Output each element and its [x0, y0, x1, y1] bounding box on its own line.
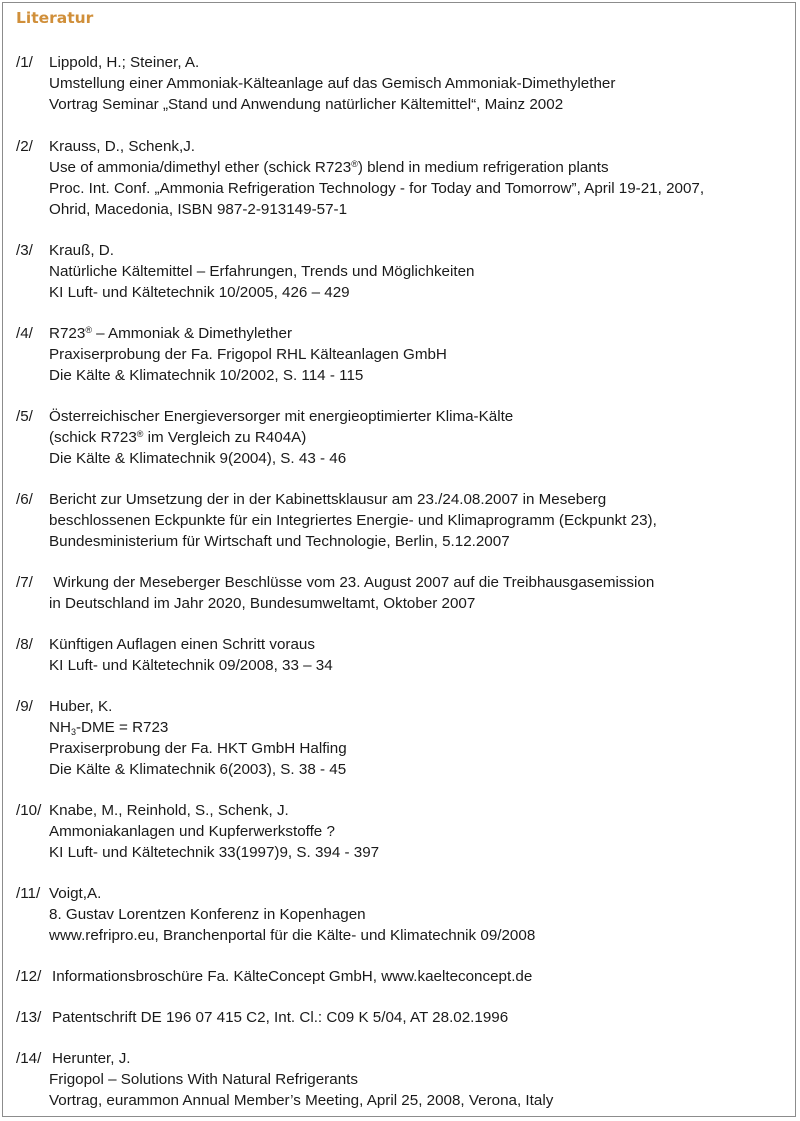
reference-line: Ohrid, Macedonia, ISBN 987-2-913149-57-1 — [49, 201, 348, 218]
reference-line: Ammoniakanlagen und Kupferwerkstoffe ? — [49, 823, 335, 840]
reference-item — [16, 800, 791, 863]
reference-item — [16, 1007, 791, 1028]
reference-line: Die Kälte & Klimatechnik 9(2004), S. 43 - 46 — [49, 450, 347, 467]
reference-line: Huber, K. — [49, 698, 113, 715]
reference-number: /11/ — [16, 885, 41, 902]
reference-line: Praxiserprobung der Fa. HKT GmbH Halfing — [49, 740, 347, 757]
reference-item — [16, 1048, 791, 1111]
reference-line: Umstellung einer Ammoniak-Kälteanlage auf das Gemisch Ammoniak-Dimethylether — [49, 75, 616, 92]
reference-number: /7/ — [16, 574, 33, 591]
reference-number: /1/ — [16, 54, 33, 71]
reference-number: /12/ — [16, 968, 42, 985]
reference-line: Vortrag, eurammon Annual Member’s Meeting, April 25, 2008, Verona, Italy — [49, 1092, 554, 1109]
reference-line: Natürliche Kältemittel – Erfahrungen, Trends und Möglichkeiten — [49, 263, 475, 280]
reference-item — [16, 634, 791, 676]
reference-number: /5/ — [16, 408, 33, 425]
reference-number: /10/ — [16, 802, 42, 819]
reference-line: Voigt,A. — [49, 885, 102, 902]
reference-item — [16, 883, 791, 946]
reference-line: (schick R723® im Vergleich zu R404A) — [49, 429, 307, 446]
reference-line: Praxiserprobung der Fa. Frigopol RHL Kälteanlagen GmbH — [49, 346, 447, 363]
reference-item — [16, 52, 791, 115]
reference-line: Lippold, H.; Steiner, A. — [49, 54, 200, 71]
reference-number: /3/ — [16, 242, 33, 259]
reference-number: /4/ — [16, 325, 33, 342]
reference-line: Bundesministerium für Wirtschaft und Technologie, Berlin, 5.12.2007 — [49, 533, 510, 550]
registered-mark: ® — [136, 429, 144, 439]
reference-number: /14/ — [16, 1050, 42, 1067]
reference-line: Informationsbroschüre Fa. KälteConcept GmbH, www.kaelteconcept.de — [52, 968, 533, 985]
reference-line: R723® – Ammoniak & Dimethylether — [49, 325, 293, 342]
reference-line: KI Luft- und Kältetechnik 33(1997)9, S. 394 - 397 — [49, 844, 380, 861]
registered-mark: ® — [85, 325, 92, 335]
reference-line: Die Kälte & Klimatechnik 10/2002, S. 114 - 115 — [49, 367, 364, 384]
reference-number: /13/ — [16, 1009, 42, 1026]
reference-line: Frigopol – Solutions With Natural Refrigerants — [49, 1071, 358, 1088]
reference-line: Bericht zur Umsetzung der in der Kabinettsklausur am 23./24.08.2007 in Meseberg — [49, 491, 607, 508]
reference-line: 8. Gustav Lorentzen Konferenz in Kopenhagen — [49, 906, 366, 923]
reference-item — [16, 696, 791, 780]
registered-mark: ® — [351, 159, 358, 169]
section-heading: Literatur — [16, 9, 94, 27]
reference-line-formula: $NH_3$-DME = R723 — [49, 719, 169, 737]
reference-item — [16, 323, 791, 386]
reference-line: Proc. Int. Conf. „Ammonia Refrigeration Technology - for Today and Tomorrow”, April 19-21, 2007, — [49, 180, 705, 197]
reference-line: www.refripro.eu, Branchenportal für die Kälte- und Klimatechnik 09/2008 — [49, 927, 536, 944]
reference-number: /2/ — [16, 138, 33, 155]
reference-item — [16, 966, 791, 987]
reference-number: /8/ — [16, 636, 33, 653]
reference-line: Wirkung der Meseberger Beschlüsse vom 23. August 2007 auf die Treibhausgasemission — [49, 574, 655, 591]
reference-line: Krauss, D., Schenk,J. — [49, 138, 196, 155]
reference-number: /6/ — [16, 491, 33, 508]
reference-line: Krauß, D. — [49, 242, 114, 259]
reference-item — [16, 240, 791, 303]
reference-line: KI Luft- und Kältetechnik 10/2005, 426 – 429 — [49, 284, 350, 301]
reference-line: Herunter, J. — [52, 1050, 131, 1067]
reference-line: Österreichischer Energieversorger mit energieoptimierter Klima-Kälte — [49, 408, 514, 425]
reference-item — [16, 406, 791, 469]
reference-line: Vortrag Seminar „Stand und Anwendung natürlicher Kältemittel“, Mainz 2002 — [49, 96, 564, 113]
reference-line: Use of ammonia/dimethyl ether (schick R723®) blend in medium refrigeration plants — [49, 159, 609, 176]
reference-line: KI Luft- und Kältetechnik 09/2008, 33 – 34 — [49, 657, 333, 674]
reference-line: Patentschrift DE 196 07 415 C2, Int. Cl.: C09 K 5/04, AT 28.02.1996 — [52, 1009, 509, 1026]
reference-item — [16, 136, 791, 220]
reference-line: Knabe, M., Reinhold, S., Schenk, J. — [49, 802, 289, 819]
reference-item — [16, 572, 791, 614]
reference-line: Die Kälte & Klimatechnik 6(2003), S. 38 - 45 — [49, 761, 347, 778]
reference-line: in Deutschland im Jahr 2020, Bundesumweltamt, Oktober 2007 — [49, 595, 476, 612]
reference-item — [16, 489, 791, 552]
reference-number: /9/ — [16, 698, 33, 715]
reference-line: beschlossenen Eckpunkte für ein Integriertes Energie- und Klimaprogramm (Eckpunkt 23), — [49, 512, 657, 529]
subscript-3: 3 — [70, 727, 76, 737]
reference-line: Künftigen Auflagen einen Schritt voraus — [49, 636, 315, 653]
